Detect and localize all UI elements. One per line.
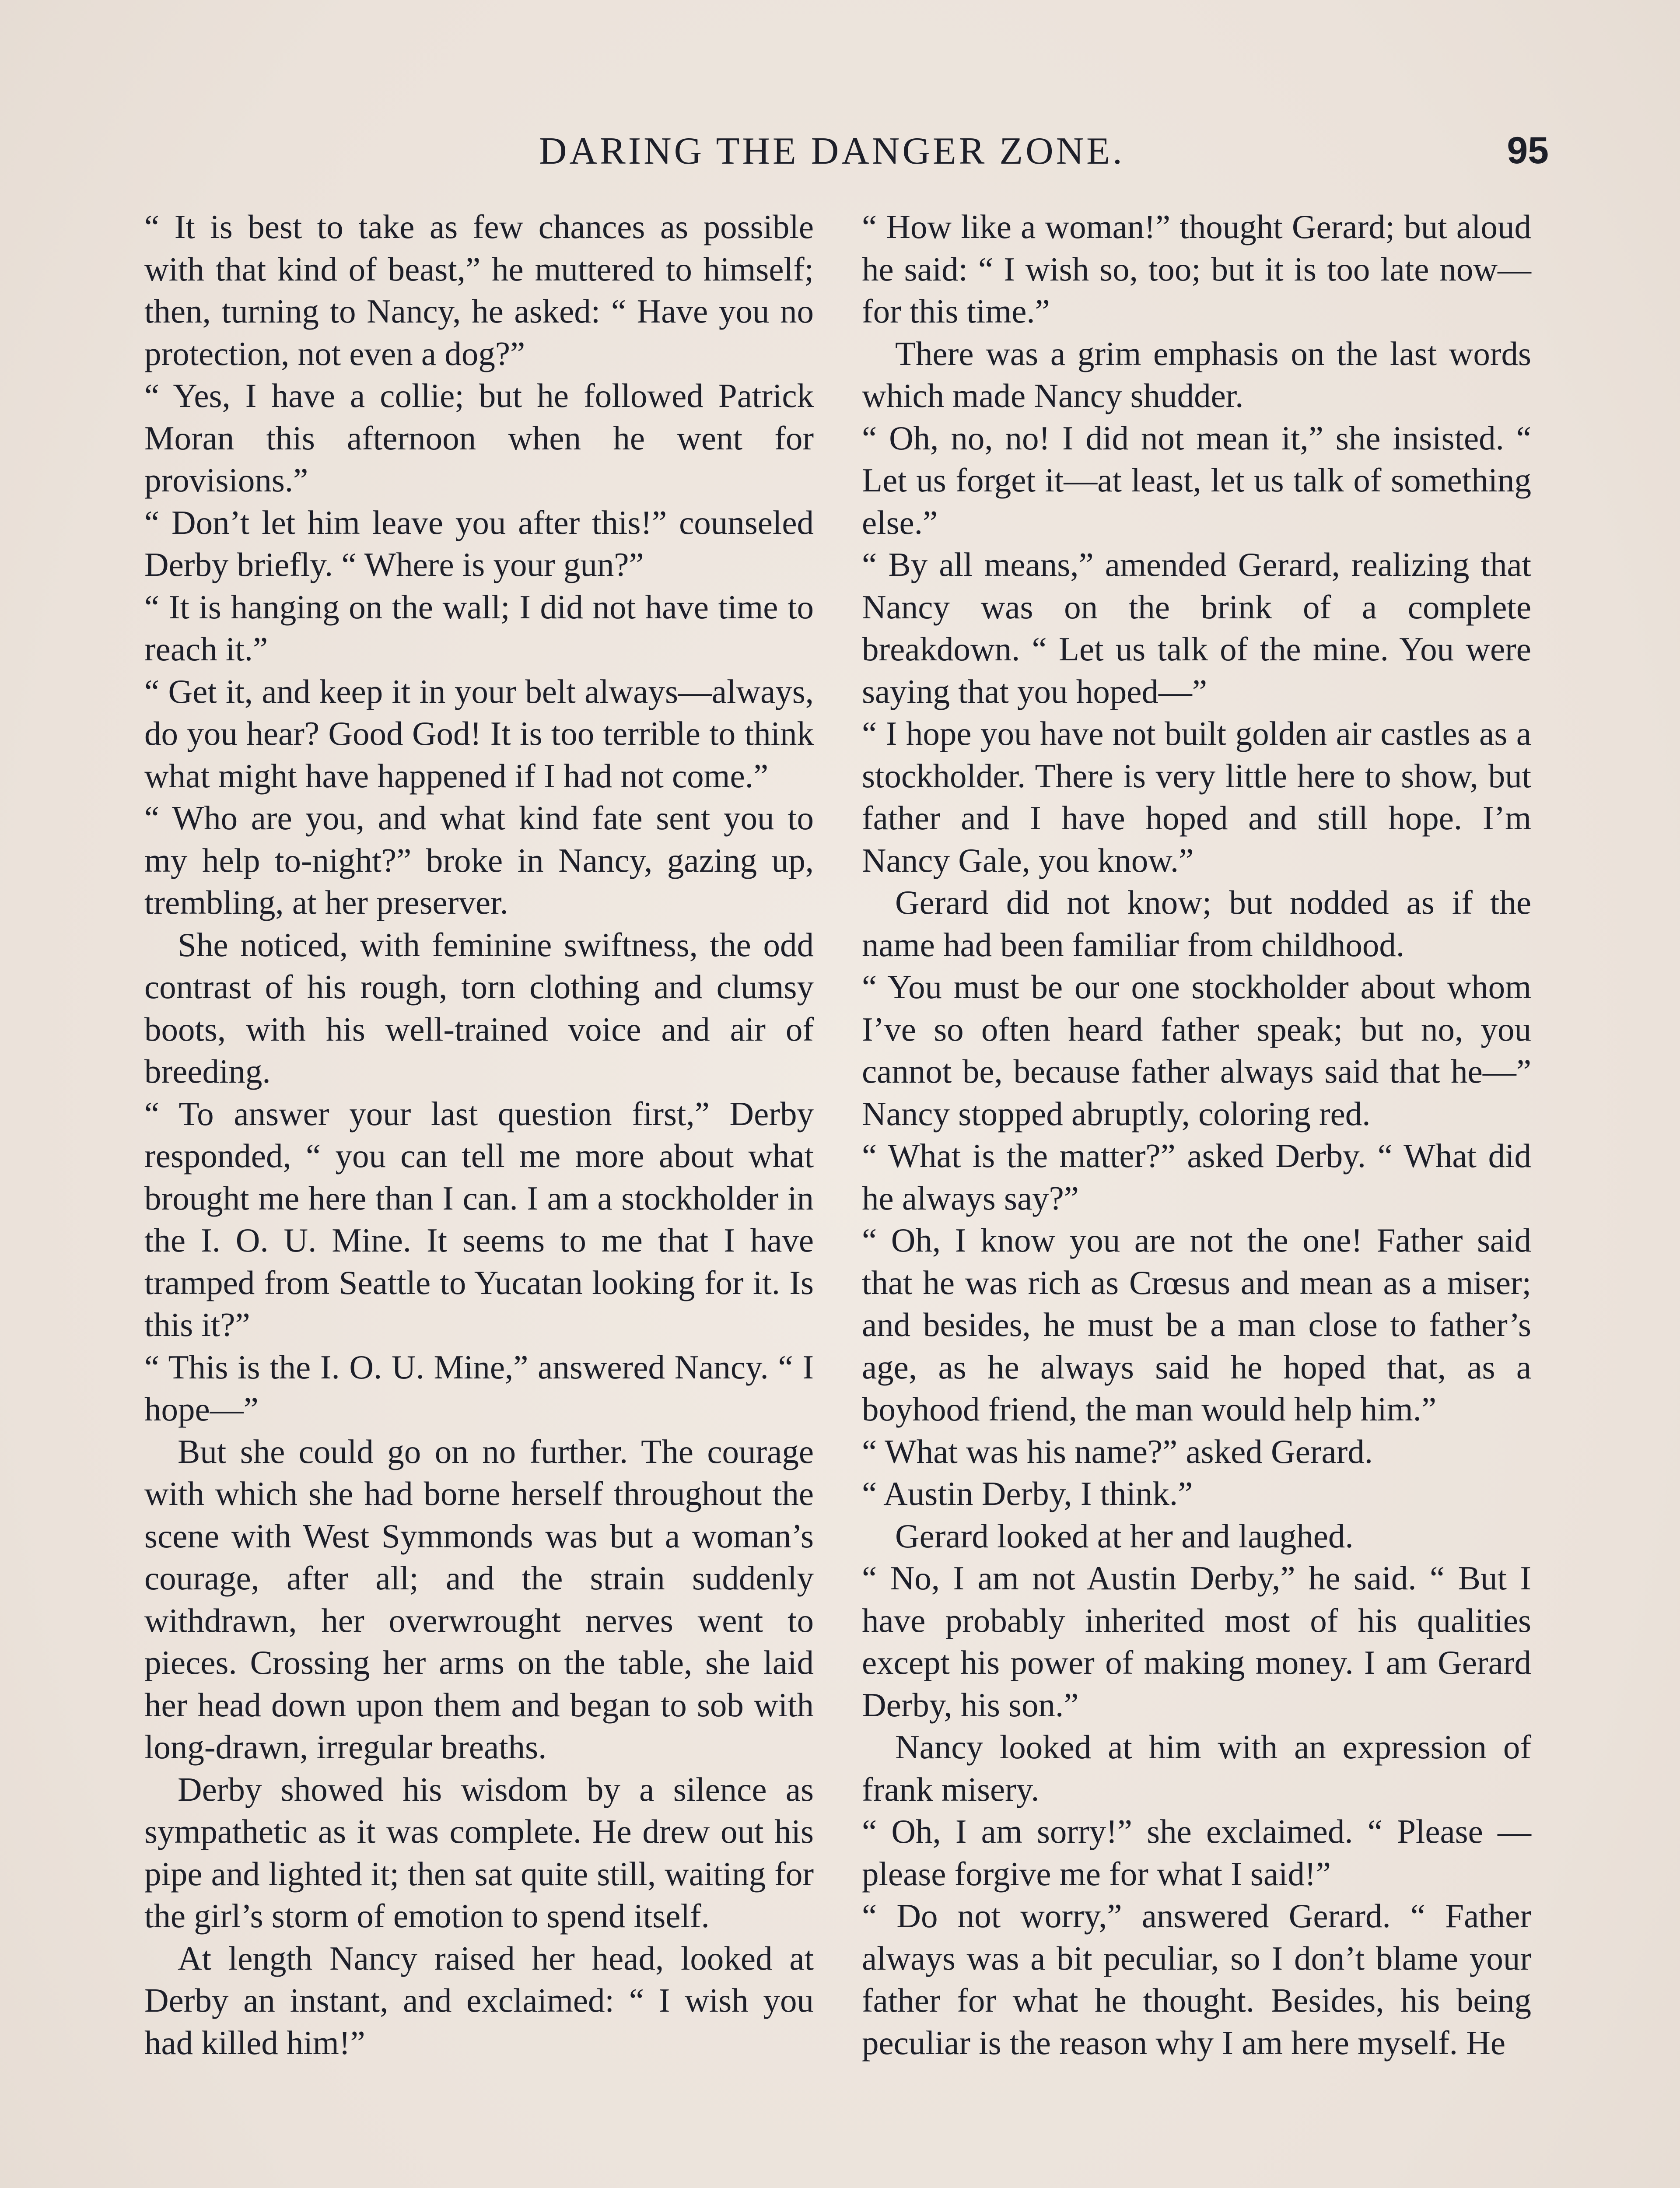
paragraph: “ What is the matter?” asked Derby. “ What did he always say?” [862,1137,1531,1217]
paragraph: “ No, I am not Austin Derby,” he said. “ But I have probably inherited most of his qualities except his power of making money. I am Gerard Derby, his son.” [862,1559,1531,1724]
paragraph: Gerard looked at her and laughed. [895,1517,1354,1555]
paragraph: But she could go on no further. The courage with which she had borne herself throughout the scene with West Symmonds was but a woman’s courage, after all; and the strain suddenly withdrawn, her overwrought nerves went to pieces. Crossing her arms on the table, she laid her head down upon them and began to sob with long-drawn, irregular breaths. [144,1432,814,1766]
running-title: DARING THE DANGER ZONE. [539,130,1125,172]
paragraph: “ Oh, I am sorry!” she exclaimed. “ Please — please forgive me for what I said!” [862,1813,1531,1893]
page-number: 95 [1507,130,1549,172]
paragraph: “ Oh, I know you are not the one! Father said that he was rich as Crœsus and mean as a miser; and besides, he must be a man close to father’s age, as he always said he hoped that, as a boyhood friend, the man would help him.” [862,1221,1531,1428]
paragraph: Nancy looked at him with an expression of frank misery. [862,1728,1531,1808]
paragraph: “ Oh, no, no! I did not mean it,” she insisted. “ Let us forget it—at least, let us talk of something else.” [862,419,1531,541]
paragraph: Derby showed his wisdom by a silence as sympathetic as it was complete. He drew out his pipe and lighted it; then sat quite still, waiting for the girl’s storm of emotion to spend itself. [144,1770,814,1935]
paragraph: “ You must be our one stockholder about whom I’ve so often heard father speak; but no, you cannot be, because father always said that he—” Nancy stopped abruptly, coloring red. [862,968,1531,1133]
paragraph: “ Austin Derby, I think.” [862,1475,1193,1512]
paragraph: “ I hope you have not built golden air castles as a stockholder. There is very little here to show, but father and I have hoped and still hope. I’m Nancy Gale, you know.” [862,715,1531,879]
paragraph: “ This is the I. O. U. Mine,” answered Nancy. “ I hope—” [144,1348,814,1428]
paragraph: “ Yes, I have a collie; but he followed Patrick Moran this afternoon when he went for provisions.” [144,377,814,499]
paragraph: “ What was his name?” asked Gerard. [862,1432,1373,1470]
paragraph: “ Do not worry,” answered Gerard. “ Father always was a bit peculiar, so I don’t blame your father for what he thought. Besides, his being peculiar is the reason why I am here myself. He [862,1897,1531,2062]
paragraph: At length Nancy raised her head, looked at Derby an instant, and exclaimed: “ I wish you had killed him!” [144,1939,814,2062]
left-column [144,206,814,2064]
paragraph: “ It is best to take as few chances as possible with that kind of beast,” he muttered to himself; then, turning to Nancy, he asked: “ Have you no protection, not even a dog?” [144,208,814,372]
paragraph: She noticed, with feminine swiftness, the odd contrast of his rough, torn clothing and clumsy boots, with his well-trained voice and air of breeding. [144,926,814,1090]
paragraph: Gerard did not know; but nodded as if the name had been familiar from childhood. [862,884,1531,964]
paragraph: “ It is hanging on the wall; I did not have time to reach it.” [144,588,814,668]
right-column [862,206,1531,2064]
paragraph: “ To answer your last question first,” Derby responded, “ you can tell me more about what brought me here than I can. I am a stockholder in the I. O. U. Mine. It seems to me that I have tramped from Seattle to Yucatan looking for it. Is this it?” [144,1094,814,1343]
running-header [539,129,1549,177]
paragraph: There was a grim emphasis on the last words which made Nancy shudder. [862,334,1531,414]
paragraph: “ Who are you, and what kind fate sent you to my help to-night?” broke in Nancy, gazing up, trembling, at her preserver. [144,799,814,921]
paragraph: “ Get it, and keep it in your belt always—always, do you hear? Good God! It is too terrible to think what might have happened if I had not come.” [144,672,814,795]
paragraph: “ How like a woman!” thought Gerard; but aloud he said: “ I wish so, too; but it is too late now—for this time.” [862,208,1531,330]
paragraph: “ By all means,” amended Gerard, realizing that Nancy was on the brink of a complete breakdown. “ Let us talk of the mine. You were saying that you hoped—” [862,546,1531,710]
paragraph: “ Don’t let him leave you after this!” counseled Derby briefly. “ Where is your gun?” [144,503,814,583]
